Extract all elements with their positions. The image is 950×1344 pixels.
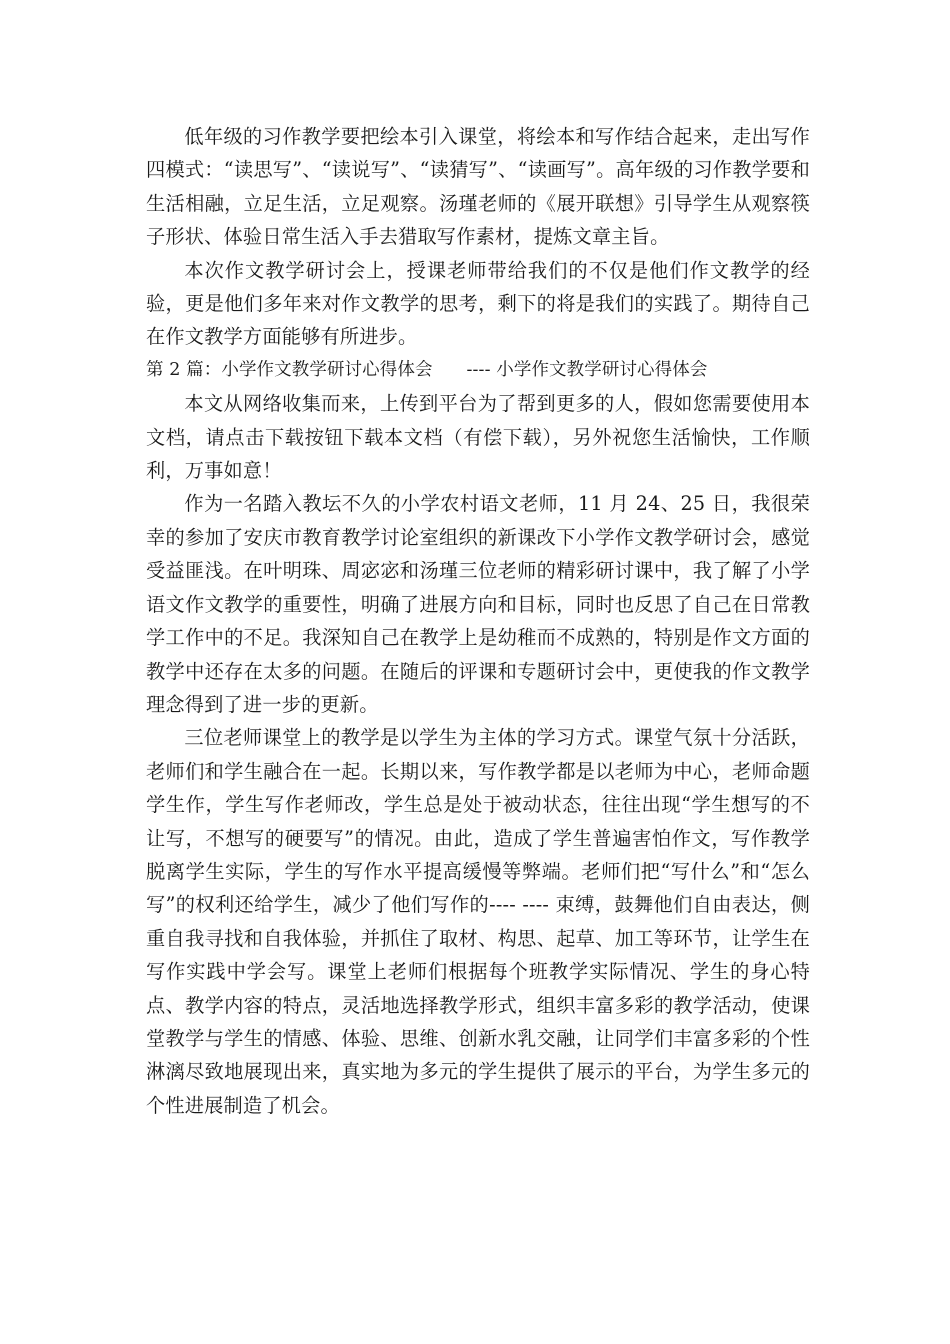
- paragraph-download-notice: 本文从网络收集而来，上传到平台为了帮到更多的人，假如您需要使用本文档，请点击下载按钮下载本文档（有偿下载），另外祝您生活愉快，工作顺利，万事如意！: [146, 392, 810, 483]
- paragraph-seminar-summary: 本次作文教学研讨会上，授课老师带给我们的不仅是他们作文教学的经验，更是他们多年来对作文教学的思考，剩下的将是我们的实践了。期待自己在作文教学方面能够有所进步。: [146, 258, 810, 349]
- paragraph-writing-modes: 低年级的习作教学要把绘本引入课堂，将绘本和写作结合起来，走出写作四模式：“读思写”、“读说写”、“读猜写”、“读画写”。高年级的习作教学要和生活相融，立足生活，立足观察。汤瑾老师的《展开联想》引导学生从观察筷子形状、体验日常生活入手去猎取写作素材，提炼文章主旨。: [146, 125, 810, 249]
- document-page: [146, 120, 810, 1122]
- section-heading: 第 2 篇：小学作文教学研讨心得体会 ---- 小学作文教学研讨心得体会: [146, 359, 708, 380]
- paragraph-teaching-method: 三位老师课堂上的教学是以学生为主体的学习方式。课堂气氛十分活跃，老师们和学生融合在一起。长期以来，写作教学都是以老师为中心，老师命题学生作，学生写作老师改，学生总是处于被动状态，往往出现“学生想写的不让写，不想写的硬要写”的情况。由此，造成了学生普遍害怕作文，写作教学脱离学生实际，学生的写作水平提高缓慢等弊端。老师们把“写什么”和“怎么写”的权利还给学生，减少了他们写作的---- ---- 束缚，鼓舞他们自由表达，侧重自我寻找和自我体验，并抓住了取材、构思、起草、加工等环节，让学生在写作实践中学会写。课堂上老师们根据每个班教学实际情况、学生的身心特点、教学内容的特点，灵活地选择教学形式，组织丰富多彩的教学活动，使课堂教学与学生的情感、体验、思维、创新水乳交融，让同学们丰富多彩的个性淋漓尽致地展现出来，真实地为多元的学生提供了展示的平台，为学生多元的个性进展制造了机会。: [146, 726, 810, 1117]
- paragraph-introduction: 作为一名踏入教坛不久的小学农村语文老师，11 月 24、25 日，我很荣幸的参加了安庆市教育教学讨论室组织的新课改下小学作文教学研讨会，感觉受益匪浅。在叶明珠、周宓宓和汤瑾三位老师的精彩研讨课中，我了解了小学语文作文教学的重要性，明确了进展方向和目标，同时也反思了自己在日常教学工作中的不足。我深知自己在教学上是幼稚而不成熟的，特别是作文方面的教学中还存在太多的问题。在随后的评课和专题研讨会中，更使我的作文教学理念得到了进一步的更新。: [146, 492, 810, 716]
